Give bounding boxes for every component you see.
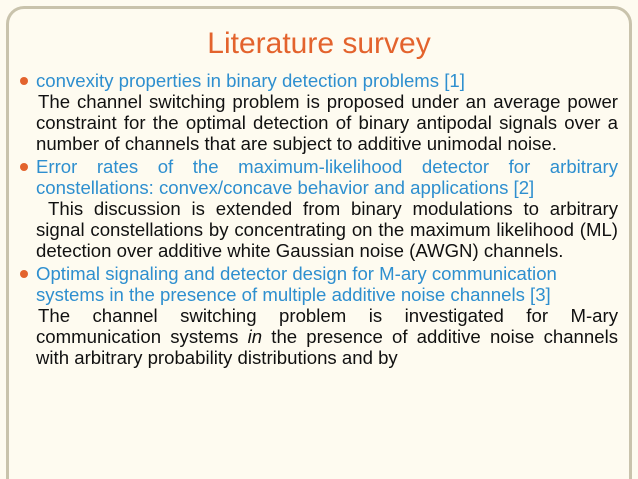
paragraph-3-text: The channel switching problem is investigated for M-ary communication systems <box>36 305 618 347</box>
slide-content <box>18 70 618 368</box>
bullet-heading-2: Error rates of the maximum-likelihood detector for arbitrary constellations: convex/concave behavior and applications [2] <box>36 156 618 198</box>
paragraph-1: The channel switching problem is proposed under an average power constraint for the optimal detection of binary antipodal signals over a number of channels that are subject to additive unimodal noise. <box>36 91 618 154</box>
bullet-item-1 <box>18 70 618 91</box>
bullet-heading-1: convexity properties in binary detection problems [1] <box>36 70 465 91</box>
bullet-item-2 <box>18 156 618 198</box>
bullet-dot-icon <box>20 270 28 278</box>
paragraph-2: This discussion is extended from binary modulations to arbitrary signal constellations by concentrating on the maximum likelihood (ML) detection over additive white Gaussian noise (AWGN) channels. <box>36 198 618 261</box>
bullet-item-3 <box>18 263 618 305</box>
paragraph-3-emphasis: in <box>247 326 263 347</box>
bullet-heading-3: Optimal signaling and detector design for M-ary communication systems in the presence of multiple additive noise channels [3] <box>36 263 557 305</box>
slide-title: Literature survey <box>207 27 431 60</box>
bullet-dot-icon <box>20 163 28 171</box>
paragraph-3-text-end: the presence of additive noise channels with arbitrary probability distributions and by <box>36 326 619 368</box>
bullet-dot-icon <box>20 77 28 85</box>
paragraph-3 <box>18 305 618 368</box>
